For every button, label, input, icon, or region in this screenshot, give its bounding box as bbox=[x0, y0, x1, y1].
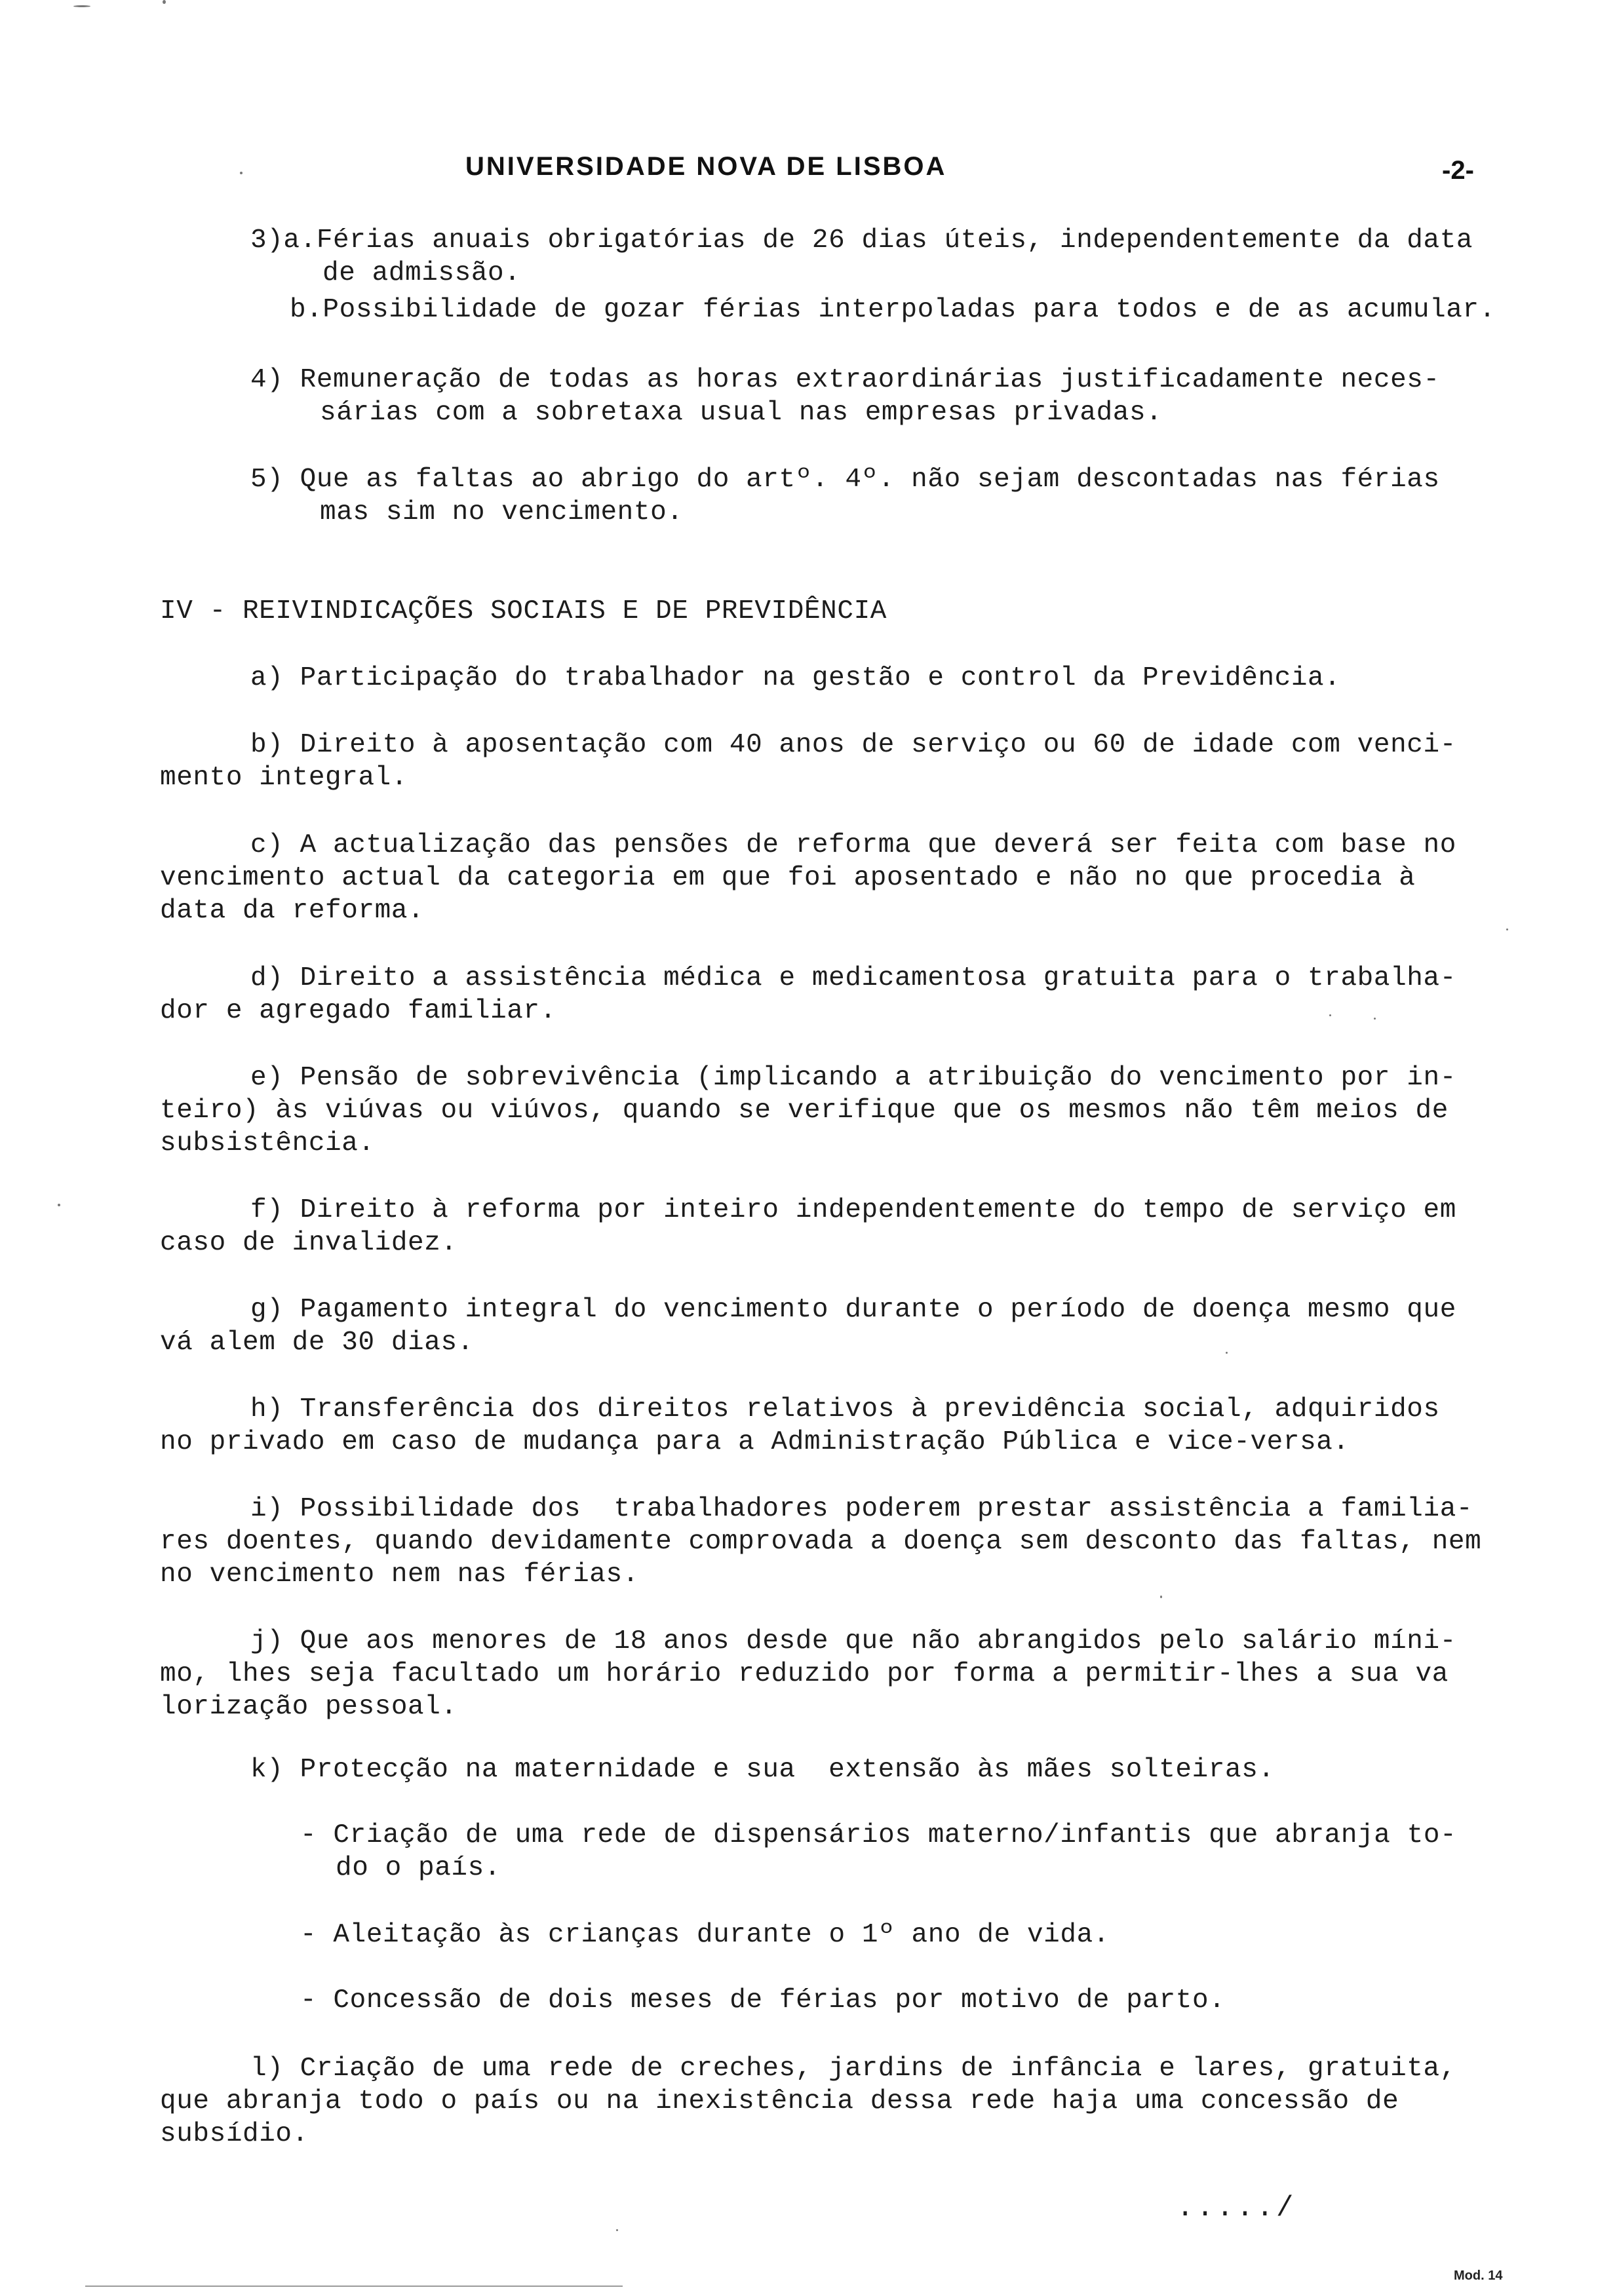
clause-d-line-1: d) Direito a assistência médica e medicamentosa gratuita para o trabalha- bbox=[250, 963, 1456, 993]
institution-header: UNIVERSIDADE NOVA DE LISBOA bbox=[465, 152, 947, 181]
scan-speck bbox=[616, 2229, 618, 2231]
scan-speck bbox=[1329, 1014, 1331, 1016]
clause-h-line-1: h) Transferência dos direitos relativos à previdência social, adquiridos bbox=[250, 1394, 1440, 1425]
clause-k-bullet-2: - Aleitação às crianças durante o 1º ano de vida. bbox=[300, 1920, 1110, 1950]
section-iv-title: IV - REIVINDICAÇÕES SOCIAIS E DE PREVIDÊNCIA bbox=[160, 596, 887, 626]
clause-l-line-3: subsídio. bbox=[160, 2119, 309, 2149]
clause-f-line-1: f) Direito à reforma por inteiro independentemente do tempo de serviço em bbox=[250, 1195, 1456, 1225]
clause-k-bullet-3: - Concessão de dois meses de férias por motivo de parto. bbox=[300, 1985, 1226, 2016]
clause-k-bullet-1-line-1: - Criação de uma rede de dispensários materno/infantis que abranja to- bbox=[300, 1820, 1457, 1850]
clause-g-line-2: vá alem de 30 dias. bbox=[160, 1328, 474, 1358]
item-3b-line-1: b.Possibilidade de gozar férias interpoladas para todos e de as acumular. bbox=[290, 295, 1496, 325]
scan-speck bbox=[163, 0, 166, 4]
item-5-line-2: mas sim no vencimento. bbox=[320, 497, 684, 527]
item-5-line-1: 5) Que as faltas ao abrigo do artº. 4º. não sejam descontadas nas férias bbox=[250, 465, 1440, 495]
item-4-line-2: sárias com a sobretaxa usual nas empresas privadas. bbox=[320, 398, 1163, 428]
clause-j-line-1: j) Que aos menores de 18 anos desde que não abrangidos pelo salário míni- bbox=[250, 1626, 1456, 1656]
scan-speck bbox=[1506, 928, 1508, 930]
scan-speck bbox=[1226, 1352, 1228, 1354]
scan-speck bbox=[1374, 1018, 1376, 1020]
clause-h-line-2: no privado em caso de mudança para a Administração Pública e vice-versa. bbox=[160, 1427, 1350, 1457]
clause-e-line-1: e) Pensão de sobrevivência (implicando a atribuição do vencimento por in- bbox=[250, 1063, 1456, 1093]
clause-c-line-1: c) A actualização das pensões de reforma que deverá ser feita com base no bbox=[250, 830, 1456, 860]
clause-k-bullet-1-line-2: do o país. bbox=[336, 1853, 501, 1883]
clause-c-line-2: vencimento actual da categoria em que foi aposentado e não no que procedia à bbox=[160, 863, 1416, 893]
scan-speck bbox=[1160, 1596, 1162, 1598]
clause-i-line-3: no vencimento nem nas férias. bbox=[160, 1559, 639, 1590]
clause-j-line-3: lorização pessoal. bbox=[160, 1692, 457, 1722]
clause-b-line-2: mento integral. bbox=[160, 763, 408, 793]
clause-a-line-1: a) Participação do trabalhador na gestão e control da Previdência. bbox=[250, 663, 1341, 693]
item-3a-line-1: 3)a.Férias anuais obrigatórias de 26 dias úteis, independentemente da data bbox=[250, 225, 1473, 256]
form-code: Mod. 14 bbox=[1454, 2268, 1503, 2283]
clause-i-line-1: i) Possibilidade dos trabalhadores poderem prestar assistência a familia- bbox=[250, 1494, 1473, 1524]
clause-i-line-2: res doentes, quando devidamente comprovada a doença sem desconto das faltas, nem bbox=[160, 1527, 1482, 1557]
clause-d-line-2: dor e agregado familiar. bbox=[160, 996, 556, 1026]
scan-speck bbox=[73, 5, 90, 7]
clause-g-line-1: g) Pagamento integral do vencimento durante o período de doença mesmo que bbox=[250, 1295, 1456, 1325]
clause-b-line-1: b) Direito à aposentação com 40 anos de serviço ou 60 de idade com venci- bbox=[250, 730, 1456, 760]
clause-e-line-2: teiro) às viúvas ou viúvos, quando se verifique que os mesmos não têm meios de bbox=[160, 1096, 1449, 1126]
continuation-mark: ...../ bbox=[1177, 2192, 1296, 2225]
page-number: -2- bbox=[1442, 156, 1474, 185]
clause-l-line-2: que abranja todo o país ou na inexistência dessa rede haja uma concessão de bbox=[160, 2086, 1399, 2116]
clause-l-line-1: l) Criação de uma rede de creches, jardins de infância e lares, gratuita, bbox=[250, 2054, 1456, 2084]
clause-c-line-3: data da reforma. bbox=[160, 896, 425, 926]
clause-j-line-2: mo, lhes seja facultado um horário reduzido por forma a permitir-lhes a sua va bbox=[160, 1659, 1449, 1689]
clause-k-line-1: k) Protecção na maternidade e sua extensão às mães solteiras. bbox=[250, 1755, 1275, 1785]
scan-speck bbox=[240, 172, 243, 174]
scan-speck bbox=[58, 1204, 60, 1206]
bottom-edge-line bbox=[85, 2286, 623, 2287]
clause-e-line-3: subsistência. bbox=[160, 1128, 375, 1158]
item-4-line-1: 4) Remuneração de todas as horas extraordinárias justificadamente neces- bbox=[250, 365, 1440, 395]
clause-f-line-2: caso de invalidez. bbox=[160, 1228, 457, 1258]
item-3a-line-2: de admissão. bbox=[322, 258, 521, 288]
